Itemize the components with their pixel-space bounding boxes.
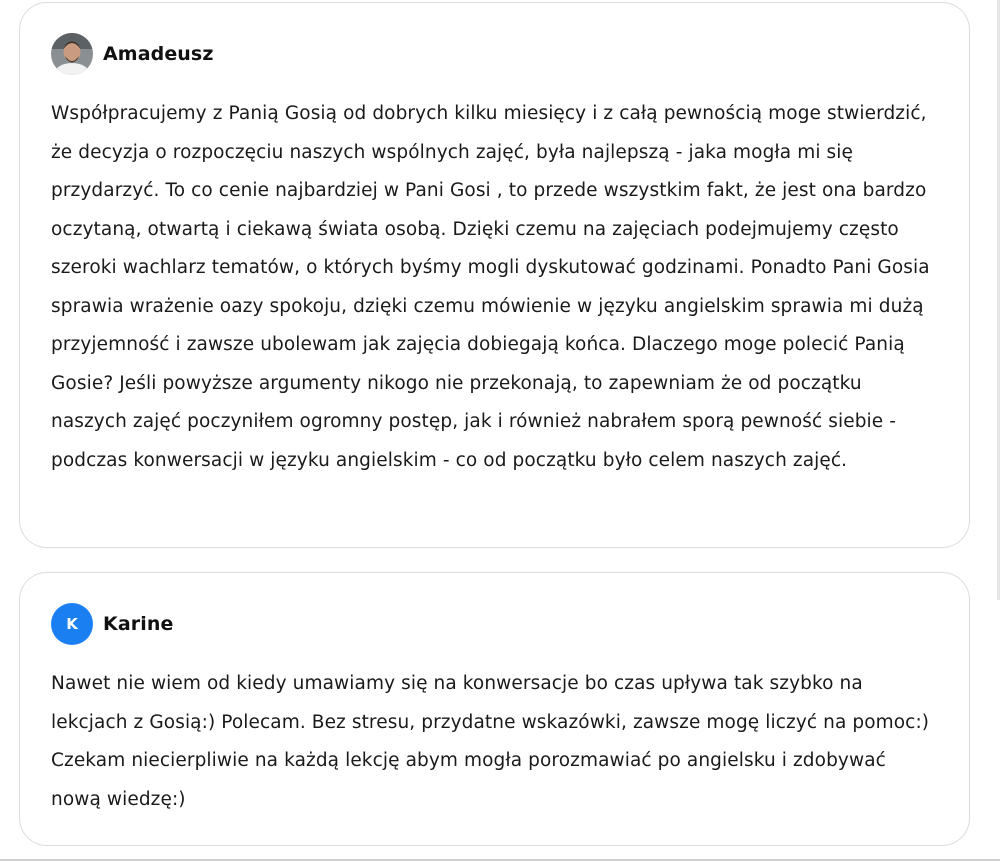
review-card: [19, 2, 970, 548]
reviewer-name: Karine: [103, 613, 174, 635]
review-text: Współpracujemy z Panią Gosią od dobrych kilku miesięcy i z całą pewnością moge stwierdzić, że decyzja o rozpoczęciu naszych wspólnych zajęć, była najlepszą - jaka mogła mi się przydarzyć. To co cenie najbardziej w Pani Gosi , to przede wszystkim fakt, że jest ona bardzo oczytaną, otwartą i ciekawą świata osobą. Dzięki czemu na zajęciach podejmujemy często szeroki wachlarz tematów, o których byśmy mogli dyskutować godzinami. Ponadto Pani Gosia sprawia wrażenie oazy spokoju, dzięki czemu mówienie w języku angielskim sprawia mi dużą przyjemność i zawsze ubolewam jak zajęcia dobiegają końca. Dlaczego moge polecić Panią Gosie? Jeśli powyższe argumenty nikogo nie przekonają, to zapewniam że od początku naszych zajęć poczyniłem ogromny postęp, jak i również nabrałem sporą pewność siebie - podczas konwersacji w języku angielskim - co od początku było celem naszych zajęć.: [51, 103, 930, 471]
review-text: Nawet nie wiem od kiedy umawiamy się na konwersacje bo czas upływa tak szybko na lekcjach z Gosią:) Polecam. Bez stresu, przydatne wskazówki, zawsze mogę liczyć na pomoc:) Czekam niecierpliwie na każdą lekcję abym mogła porozmawiać po angielsku i zdobywać nową wiedzę:): [51, 673, 930, 810]
reviewer-name: Amadeusz: [103, 43, 214, 65]
user-photo-icon: [51, 33, 93, 75]
review-header: [51, 603, 938, 645]
review-header: [51, 33, 938, 75]
review-card: [19, 572, 970, 846]
avatar-initial: K: [51, 603, 93, 645]
